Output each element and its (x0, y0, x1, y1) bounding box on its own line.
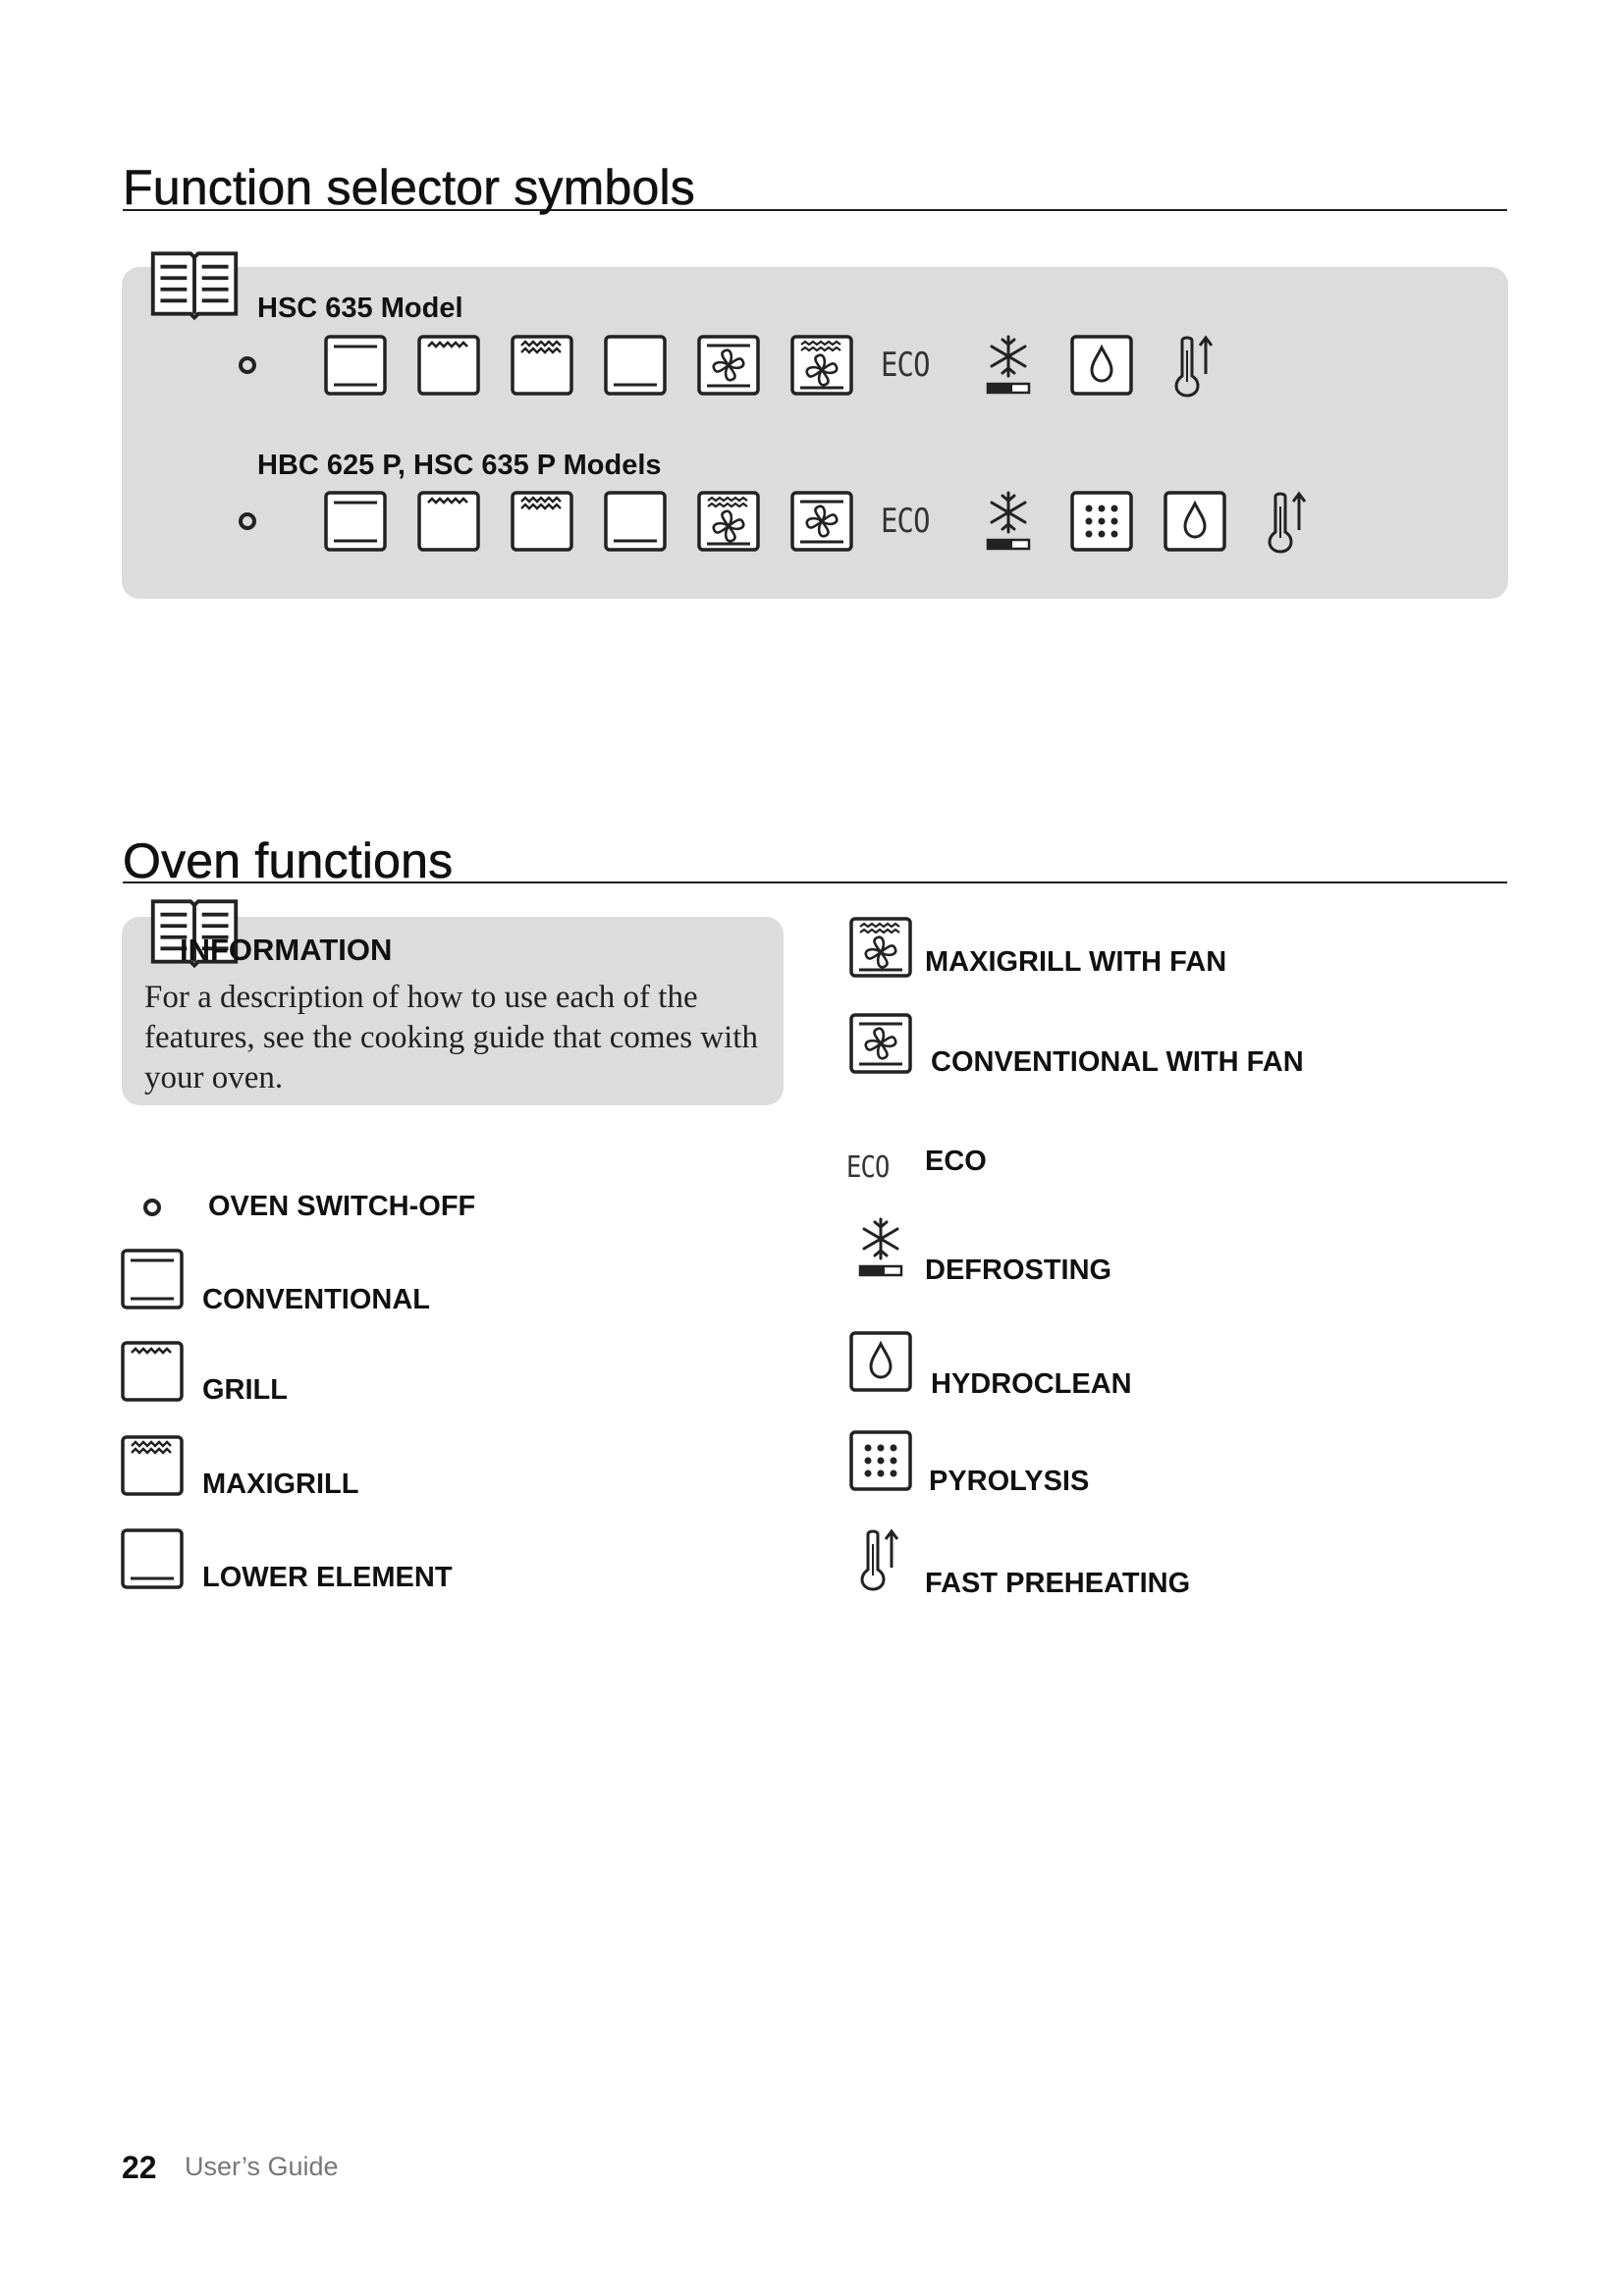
function-label: MAXIGRILL (202, 1468, 359, 1500)
function-label: LOWER ELEMENT (202, 1562, 453, 1593)
conventional-fan-icon (787, 487, 856, 556)
eco-icon: ECO (846, 1150, 890, 1185)
eco-icon: ECO (881, 502, 930, 541)
footer-text: User’s Guide (185, 2152, 339, 2181)
function-label: DEFROSTING (925, 1255, 1112, 1286)
hydroclean-icon (1067, 331, 1136, 400)
function-label: CONVENTIONAL WITH FAN (931, 1046, 1304, 1078)
grill-icon (414, 331, 483, 400)
conventional-icon (321, 487, 390, 556)
oven-off-icon (213, 487, 282, 556)
conventional-fan-icon (846, 1009, 915, 1078)
grill-icon (414, 487, 483, 556)
symbol-row-hbc625p (257, 487, 1337, 556)
fast-preheat-icon (846, 1524, 915, 1593)
information-text: For a description of how to use each of the features, see the cooking guide that comes with your oven. (144, 980, 758, 1095)
oven-off-icon (213, 331, 282, 400)
hydroclean-icon (1161, 487, 1229, 556)
defrost-icon (974, 331, 1043, 400)
fast-preheat-icon (1254, 487, 1323, 556)
symbol-row-hsc635 (257, 331, 1337, 400)
hydroclean-icon (846, 1327, 915, 1396)
lower-element-icon (601, 487, 670, 556)
grill-icon (118, 1337, 187, 1406)
eco-icon: ECO (881, 346, 930, 385)
oven-off-icon (118, 1173, 187, 1242)
model-label-hbc625p: HBC 625 P, HSC 635 P Models (257, 450, 662, 481)
maxigrill-icon (508, 331, 576, 400)
maxigrill-fan-icon (846, 913, 915, 982)
conventional-fan-icon (694, 331, 763, 400)
lower-element-icon (118, 1524, 187, 1593)
maxigrill-icon (508, 487, 576, 556)
information-title: INFORMATION (180, 933, 393, 967)
pyrolysis-icon (846, 1426, 915, 1495)
fast-preheat-icon (1161, 331, 1229, 400)
function-label: OVEN SWITCH-OFF (208, 1191, 476, 1222)
function-label: PYROLYSIS (929, 1466, 1090, 1497)
function-label: CONVENTIONAL (202, 1284, 430, 1315)
pyrolysis-icon (1067, 487, 1136, 556)
conventional-icon (321, 331, 390, 400)
function-label: MAXIGRILL WITH FAN (925, 946, 1227, 978)
page-number: 22 (122, 2150, 157, 2185)
section-title-oven-functions: Oven functions (123, 836, 1507, 883)
function-label: FAST PREHEATING (925, 1568, 1191, 1599)
book-icon (147, 245, 242, 322)
conventional-icon (118, 1245, 187, 1313)
model-label-hsc635: HSC 635 Model (257, 293, 463, 324)
defrost-icon (846, 1213, 915, 1282)
defrost-icon (974, 487, 1043, 556)
lower-element-icon (601, 331, 670, 400)
section-title-function-selector: Function selector symbols (123, 163, 1507, 211)
maxigrill-fan-icon (787, 331, 856, 400)
function-label: GRILL (202, 1374, 288, 1406)
maxigrill-fan-icon (694, 487, 763, 556)
function-label: ECO (925, 1146, 987, 1177)
function-label: HYDROCLEAN (931, 1368, 1132, 1400)
maxigrill-icon (118, 1431, 187, 1500)
